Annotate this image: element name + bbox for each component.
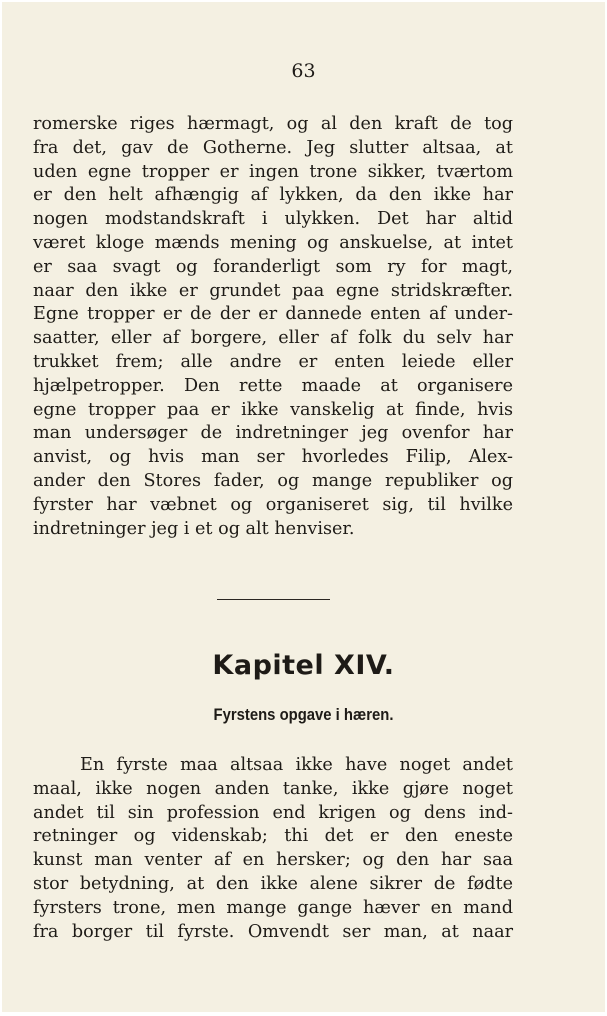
chapter-title: Kapitel XIV. — [212, 650, 395, 681]
book-page — [2, 2, 605, 1012]
text-line: man undersøger de indretninger jeg ovenfor har — [33, 423, 513, 444]
text-line: trukket frem; alle andre er enten leiede eller — [33, 351, 513, 372]
text-line: uden egne tropper er ingen trone sikker, tværtom — [33, 161, 513, 182]
paragraph-2 — [33, 754, 513, 944]
page-number: 63 — [291, 60, 316, 82]
text-line: indretninger jeg i et og alt henviser. — [33, 518, 355, 539]
text-line: er saa svagt og foranderligt som ry for magt, — [33, 256, 513, 277]
text-line: hjælpetropper. Den rette maade at organisere — [33, 375, 513, 396]
text-line: fra det, gav de Gotherne. Jeg slutter altsaa, at — [33, 137, 513, 158]
text-line: andet til sin profession end krigen og dens ind- — [33, 802, 513, 823]
text-line: egne tropper paa er ikke vanskelig at finde, hvis — [33, 399, 513, 420]
text-line: nogen modstandskraft i ulykken. Det har altid — [33, 209, 513, 230]
text-line: ander den Stores fader, og mange republiker og — [33, 470, 513, 491]
text-line: været kloge mænds mening og anskuelse, at intet — [33, 232, 513, 253]
text-line: En fyrste maa altsaa ikke have noget andet — [80, 755, 513, 775]
text-line: Egne tropper er de der er dannede enten af under- — [33, 304, 513, 325]
text-line: kunst man venter af en hersker; og den har saa — [33, 850, 513, 871]
text-line: romerske riges hærmagt, og al den kraft de tog — [33, 114, 513, 134]
text-line: retninger og videnskab; thi det er den eneste — [33, 826, 513, 847]
text-line: saatter, eller af borgere, eller af folk du selv har — [33, 328, 513, 349]
section-divider — [217, 599, 330, 600]
text-line: stor betydning, at den ikke alene sikrer de fødte — [33, 873, 513, 894]
text-line: maal, ikke nogen anden tanke, ikke gjøre noget — [33, 778, 513, 799]
text-line: fyrster har væbnet og organiseret sig, til hvilke — [33, 494, 513, 515]
text-line: fra borger til fyrste. Omvendt ser man, at naar — [33, 921, 513, 942]
chapter-subtitle: Fyrstens opgave i hæren. — [213, 706, 394, 724]
text-line: anvist, og hvis man ser hvorledes Filip, Alex- — [33, 447, 513, 468]
text-line: naar den ikke er grundet paa egne stridskræfter. — [33, 280, 513, 301]
text-line: fyrsters trone, men mange gange hæver en mand — [33, 897, 513, 918]
text-line: er den helt afhængig af lykken, da den ikke har — [33, 185, 513, 206]
paragraph-1 — [33, 113, 513, 541]
